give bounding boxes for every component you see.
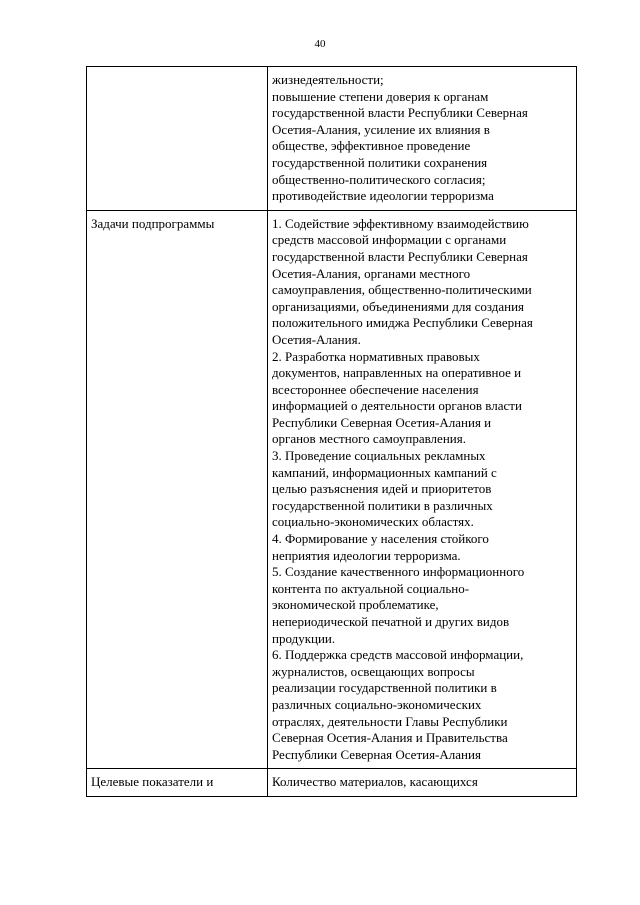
text-line: 4. Формирование у населения стойкого [272,531,489,547]
text-line: контента по актуальной социально- [272,580,470,596]
text-line: 6. Поддержка средств массовой информации, [272,647,524,663]
text-line: 2. Разработка нормативных правовых [272,348,480,364]
text-line: общественно-политического согласия; [272,171,486,187]
table-row [87,210,577,769]
text-line: Республики Северная Осетия-Алания и [272,414,492,430]
text-line: обществе, эффективное проведение [272,138,471,154]
text-line: Осетия-Алания, усиление их влияния в [272,121,490,137]
text-line: повышение степени доверия к органам [272,88,489,104]
row-label-cell [87,769,268,797]
text-line: противодействие идеологии терроризма [272,188,494,204]
text-line: реализации государственной политики в [272,680,497,696]
text-line: экономической проблематике, [272,597,439,613]
text-line: Республики Северная Осетия-Алания [272,746,481,762]
text-line: положительного имиджа Республики Северная [272,315,533,331]
text-line: самоуправления, общественно-политическими [272,282,532,298]
row-content-cell [268,67,577,211]
text-line: Северная Осетия-Алания и Правительства [272,730,508,746]
text-line: государственной власти Республики Северная [272,248,528,264]
text-line: неприятия идеологии терроризма. [272,547,461,563]
program-table [86,66,577,797]
table-row [87,769,577,797]
row-label: Целевые показатели и [91,774,214,790]
text-line: государственной политики в различных [272,497,493,513]
row-label: Задачи подпрограммы [91,215,215,231]
text-line: средств массовой информации с органами [272,232,507,248]
row-label-cell [87,67,268,211]
text-line: документов, направленных на оперативное и [272,365,522,381]
text-line: органов местного самоуправления. [272,431,466,447]
text-line: отраслях, деятельности Главы Республики [272,713,508,729]
text-line: 3. Проведение социальных рекламных [272,448,486,464]
text-line: Осетия-Алания. [272,331,361,347]
text-line: государственной политики сохранения [272,154,488,170]
row-content-cell [268,210,577,769]
page-number: 40 [314,38,326,50]
text-line: всестороннее обеспечение населения [272,381,479,397]
row-label-cell [87,210,268,769]
text-line: социально-экономических областях. [272,514,474,530]
text-line: государственной власти Республики Северная [272,105,528,121]
text-line: 5. Создание качественного информационного [272,564,525,580]
text-line: непериодической печатной и других видов [272,614,510,629]
text-line: 1. Содействие эффективному взаимодействию [272,215,529,231]
text-line: жизнедеятельности; [272,72,384,87]
row-content-cell [268,769,577,797]
text-line: Количество материалов, касающихся [272,774,478,790]
text-line: целью разъяснения идей и приоритетов [272,481,492,497]
text-line: журналистов, освещающих вопросы [272,663,475,679]
table-row [87,67,577,211]
text-line: продукции. [272,630,336,646]
text-line: кампаний, информационных кампаний с [272,464,497,480]
text-line: информацией о деятельности органов власти [272,398,522,414]
text-line: Осетия-Алания, органами местного [272,265,471,281]
text-line: организациями, объединениями для создания [272,298,525,314]
text-line: различных социально-экономических [272,696,482,712]
